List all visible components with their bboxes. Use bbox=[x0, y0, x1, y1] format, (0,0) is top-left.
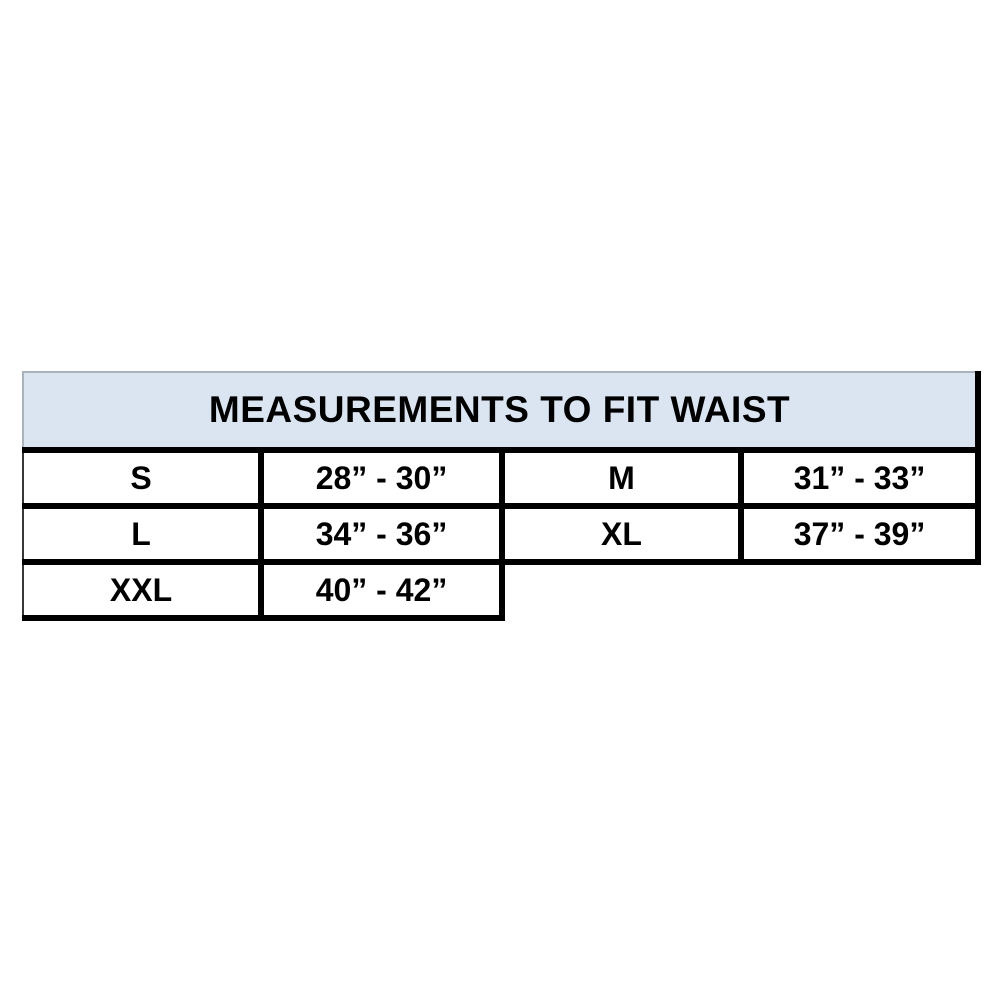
size-cell-xxl: XXL bbox=[23, 562, 261, 618]
range-cell-xl: 37” - 39” bbox=[741, 506, 978, 562]
table-row bbox=[23, 506, 978, 562]
range-cell-xxl: 40” - 42” bbox=[261, 562, 502, 618]
header-row bbox=[23, 372, 978, 450]
size-cell-l: L bbox=[23, 506, 261, 562]
range-cell-m: 31” - 33” bbox=[741, 450, 978, 506]
size-chart-table bbox=[22, 371, 981, 621]
range-cell-l: 34” - 36” bbox=[261, 506, 502, 562]
empty-region bbox=[502, 562, 978, 618]
size-cell-m: M bbox=[502, 450, 741, 506]
range-cell-s: 28” - 30” bbox=[261, 450, 502, 506]
table-title: MEASUREMENTS TO FIT WAIST bbox=[23, 372, 978, 450]
table-row bbox=[23, 562, 978, 618]
size-cell-xl: XL bbox=[502, 506, 741, 562]
table-row bbox=[23, 450, 978, 506]
size-cell-s: S bbox=[23, 450, 261, 506]
